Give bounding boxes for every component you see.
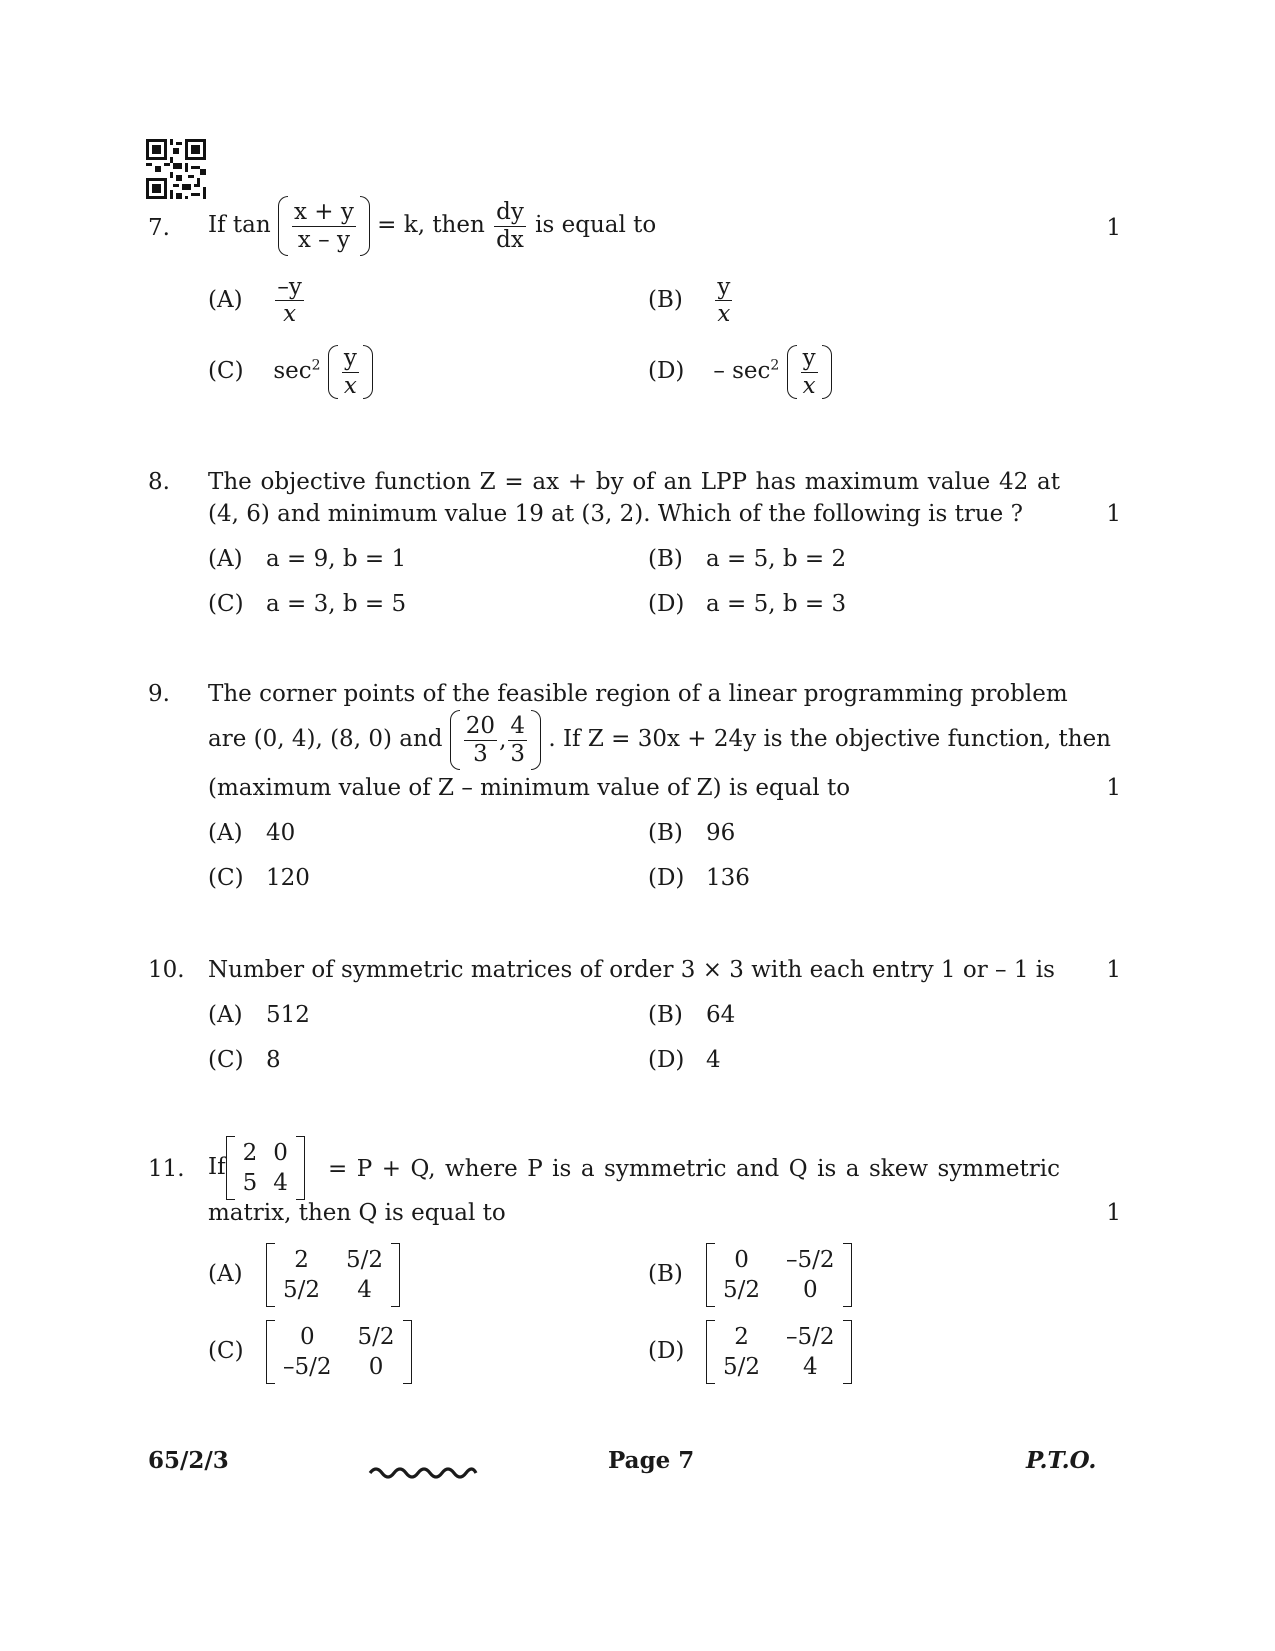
q8-line2: (4, 6) and minimum value 19 at (3, 2). Which of the following is true ? — [208, 501, 1023, 527]
matrix-cell: –5/2 — [786, 1247, 835, 1273]
q11-stem — [208, 1136, 305, 1200]
q9-f1-den: 3 — [473, 740, 488, 767]
q7-a-den: x — [283, 301, 297, 328]
option-label: (A) — [208, 286, 243, 313]
matrix-cell: 0 — [734, 1247, 749, 1273]
q9-line1: The corner points of the feasible region of a linear programming problem — [208, 681, 1068, 707]
q11-option-b[interactable] — [648, 1243, 852, 1307]
option-label: (A) — [208, 1002, 243, 1028]
option-label: (A) — [208, 820, 243, 846]
q8-option-c[interactable] — [208, 591, 406, 617]
q11-text-if: If — [208, 1154, 226, 1180]
q9-line3: (maximum value of Z – minimum value of Z) is equal to — [208, 775, 851, 801]
option-label: (C) — [208, 865, 244, 891]
option-text: 136 — [706, 865, 750, 891]
q7-dy: dy — [496, 199, 524, 226]
q9-line2 — [208, 710, 1111, 770]
q10-option-b[interactable] — [648, 1002, 735, 1028]
q7-d-den: x — [802, 372, 816, 399]
option-text: a = 5, b = 2 — [706, 546, 847, 572]
q9-option-d[interactable] — [648, 865, 750, 891]
q9-number: 9. — [148, 681, 170, 707]
q10-option-d[interactable] — [648, 1047, 721, 1073]
option-text: 4 — [706, 1047, 721, 1073]
q10-number: 10. — [148, 957, 185, 983]
q11-line1-post: = P + Q, where P is a symmetric and Q is a skew symmetric — [328, 1156, 1060, 1182]
q7-option-d[interactable] — [648, 345, 832, 399]
q7-c-num: y — [343, 345, 357, 372]
matrix-cell: 5/2 — [723, 1354, 761, 1380]
option-label: (B) — [648, 546, 683, 572]
option-label: (C) — [208, 591, 244, 617]
q11-option-c[interactable] — [208, 1320, 412, 1384]
option-label: (D) — [648, 591, 685, 617]
matrix-cell: 5/2 — [283, 1277, 321, 1303]
q7-a-num: –y — [277, 274, 302, 300]
q11-number: 11. — [148, 1156, 185, 1182]
q9-line2-post: . If Z = 30x + 24y is the objective function, then — [548, 726, 1111, 752]
q11-matrix — [226, 1136, 305, 1200]
option-label: (D) — [648, 1338, 685, 1364]
q7-c-den: x — [343, 372, 357, 399]
paper-code: 65/2/3 — [148, 1447, 229, 1474]
q11-marks: 1 — [1106, 1200, 1121, 1226]
qr-code — [146, 139, 206, 199]
q7-dx: dx — [496, 226, 524, 253]
option-text: 64 — [706, 1002, 736, 1028]
option-text: 512 — [266, 1002, 310, 1028]
q9-option-c[interactable] — [208, 865, 310, 891]
q7-text-if: If tan — [208, 212, 271, 238]
pto-label: P.T.O. — [1026, 1447, 1097, 1474]
q9-comma: , — [499, 727, 507, 753]
q7-text-end: is equal to — [535, 212, 657, 238]
option-label: (A) — [208, 546, 243, 572]
matrix-cell: 4 — [357, 1277, 372, 1303]
matrix-cell: 0 — [368, 1354, 384, 1380]
q8-option-d[interactable] — [648, 591, 846, 617]
option-label: (B) — [648, 820, 683, 846]
matrix-cell: 0 — [273, 1140, 288, 1166]
matrix-cell: –5/2 — [786, 1324, 835, 1350]
matrix-cell: 5/2 — [346, 1247, 384, 1273]
option-text: 96 — [706, 820, 736, 846]
matrix-cell: 4 — [273, 1170, 288, 1196]
q7-option-a[interactable] — [208, 275, 306, 326]
q10-line1: Number of symmetric matrices of order 3 × 3 with each entry 1 or – 1 is — [208, 957, 1055, 983]
matrix-cell: 5 — [242, 1170, 258, 1196]
q8-line1: The objective function Z = ax + by of an LPP has maximum value 42 at — [208, 469, 1060, 495]
q7-number: 7. — [148, 215, 170, 241]
q7-c-func: sec — [273, 358, 312, 384]
option-text: 40 — [266, 820, 296, 846]
q7-text-eq: = k, then — [377, 212, 485, 238]
q7-option-c[interactable] — [208, 345, 373, 399]
option-text: 8 — [266, 1047, 281, 1073]
option-label: (B) — [648, 1002, 683, 1028]
q7-fraction — [292, 200, 356, 251]
q9-marks: 1 — [1106, 775, 1121, 801]
q8-marks: 1 — [1106, 501, 1121, 527]
q7-b-den: x — [717, 301, 731, 328]
option-text: a = 3, b = 5 — [266, 591, 407, 617]
q10-marks: 1 — [1106, 957, 1121, 983]
q9-f1-num: 20 — [465, 713, 496, 740]
option-text: 120 — [266, 865, 310, 891]
option-label: (D) — [648, 358, 685, 384]
matrix-cell: –5/2 — [283, 1354, 332, 1380]
q7-b-num: y — [717, 274, 731, 300]
q11-line2: matrix, then Q is equal to — [208, 1200, 506, 1226]
q7-d-func: – sec — [713, 358, 771, 384]
option-label: (B) — [648, 1261, 683, 1287]
q11-option-a[interactable] — [208, 1243, 400, 1307]
q9-f2-num: 4 — [510, 713, 526, 740]
q9-line2-pre: are (0, 4), (8, 0) and — [208, 726, 443, 752]
option-text: a = 9, b = 1 — [266, 546, 407, 572]
matrix-cell: 2 — [242, 1140, 258, 1166]
q8-number: 8. — [148, 469, 170, 495]
q7-frac-den: x – y — [297, 226, 350, 253]
q9-option-b[interactable] — [648, 820, 735, 846]
option-label: (D) — [648, 1047, 685, 1073]
q8-option-b[interactable] — [648, 546, 846, 572]
matrix-cell: 5/2 — [357, 1324, 395, 1350]
wave-ornament — [368, 1464, 478, 1482]
matrix-cell: 2 — [294, 1247, 309, 1273]
matrix-cell: 0 — [802, 1277, 818, 1303]
q10-option-c[interactable] — [208, 1047, 281, 1073]
q7-marks: 1 — [1106, 215, 1121, 241]
q10-option-a[interactable] — [208, 1002, 310, 1028]
q7-stem — [208, 196, 656, 256]
option-label: (A) — [208, 1261, 243, 1287]
q11-option-d[interactable] — [648, 1320, 852, 1384]
q7-frac-num: x + y — [294, 199, 354, 226]
matrix-cell: 0 — [299, 1324, 315, 1350]
q9-option-a[interactable] — [208, 820, 295, 846]
q9-f2-den: 3 — [510, 740, 526, 767]
option-label: (B) — [648, 286, 683, 313]
q7-c-exp: 2 — [311, 357, 321, 374]
matrix-cell: 5/2 — [723, 1277, 761, 1303]
page-number: Page 7 — [608, 1447, 695, 1474]
q7-derivative — [494, 200, 526, 251]
option-label: (D) — [648, 865, 685, 891]
option-label: (C) — [208, 1047, 244, 1073]
q8-option-a[interactable] — [208, 546, 406, 572]
q7-d-num: y — [802, 345, 816, 372]
option-label: (C) — [208, 1338, 244, 1364]
option-text: a = 5, b = 3 — [706, 591, 847, 617]
option-label: (C) — [208, 358, 244, 384]
matrix-cell: 4 — [802, 1354, 818, 1380]
q7-option-b[interactable] — [648, 275, 734, 326]
matrix-cell: 2 — [734, 1324, 749, 1350]
q7-d-exp: 2 — [770, 357, 780, 374]
